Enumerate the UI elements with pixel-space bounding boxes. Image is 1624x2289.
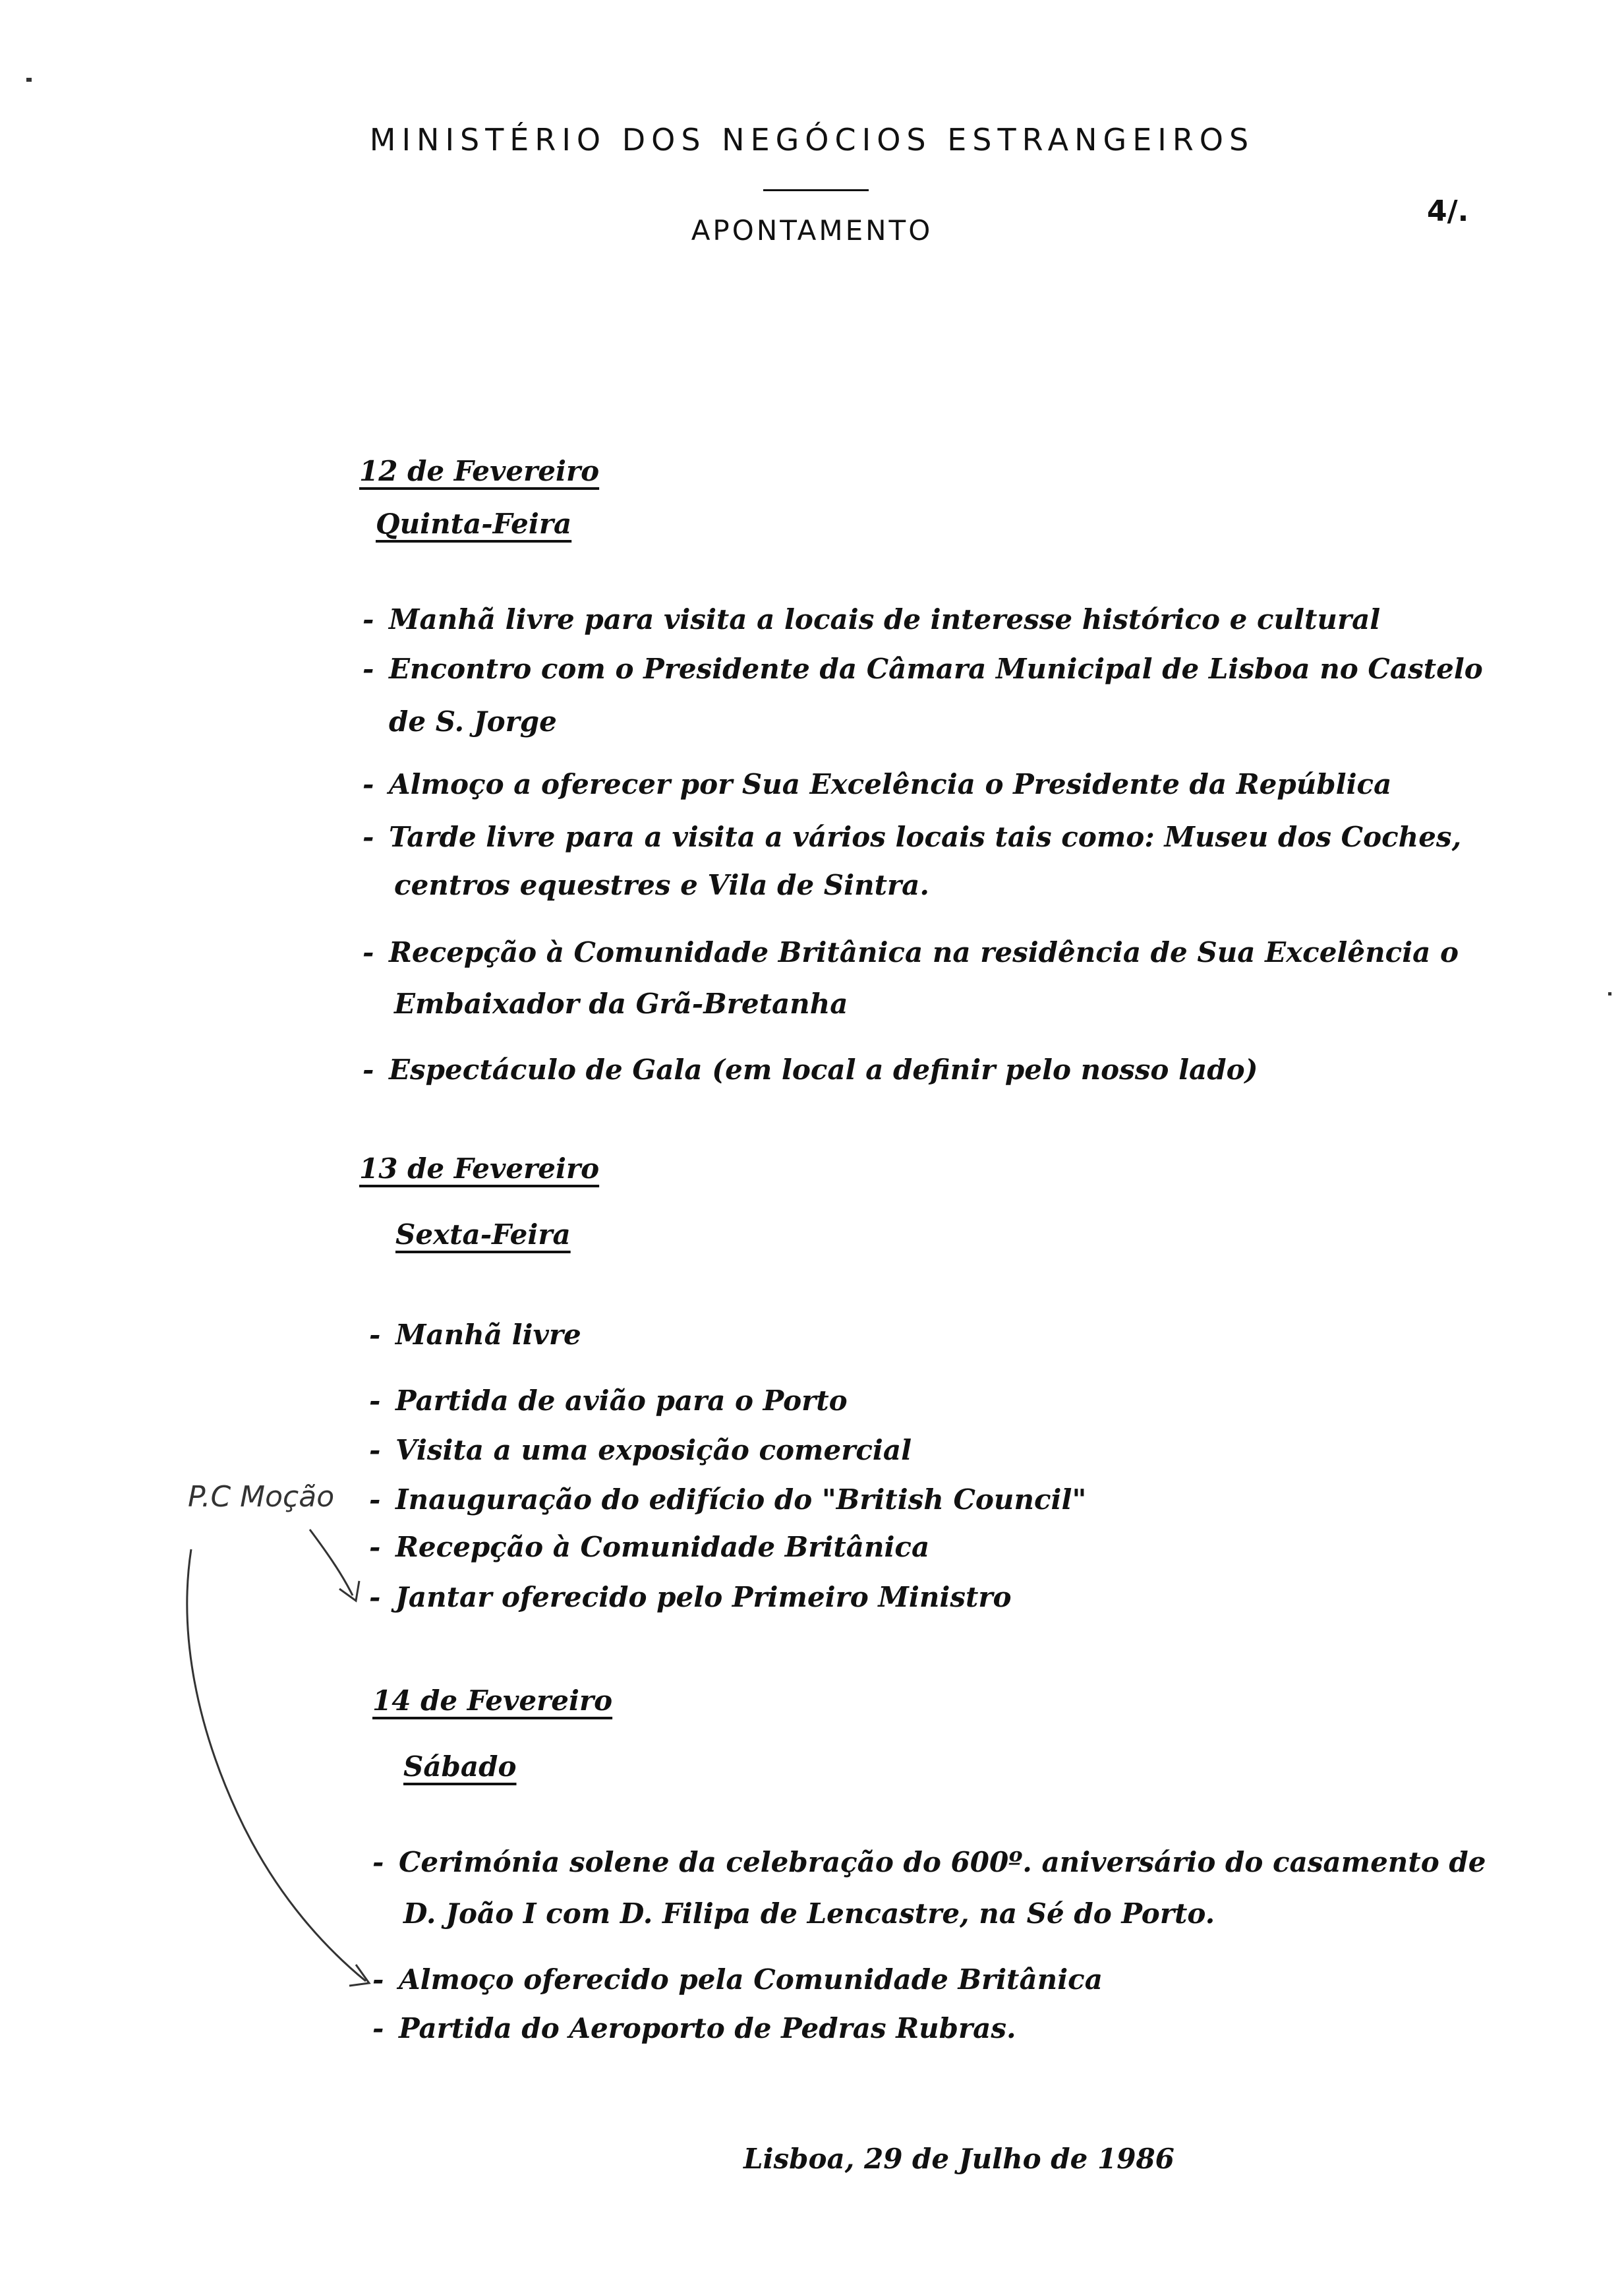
list-item-text: Tarde livre para a visita a vários locais tais como: Museu dos Coches, (389, 821, 1462, 853)
list-item-text: Visita a uma exposição comercial (395, 1434, 912, 1466)
page-number: 4/. (1427, 194, 1469, 228)
scan-speck (26, 78, 32, 82)
list-item: - Espectáculo de Gala (em local a definir pelo nosso lado) (362, 1054, 1258, 1086)
list-item: - Encontro com o Presidente da Câmara Municipal de Lisboa no Castelo (362, 653, 1483, 685)
list-item: - Inauguração do edifício do "British Council" (369, 1483, 1087, 1516)
list-item-text: Almoço a oferecer por Sua Excelência o Presidente da República (389, 768, 1392, 800)
list-item: - Tarde livre para a visita a vários locais tais como: Museu dos Coches, (362, 821, 1462, 853)
list-item-text: Jantar oferecido pelo Primeiro Ministro (395, 1581, 1012, 1613)
list-item: - Recepção à Comunidade Britânica (369, 1531, 930, 1563)
list-item: - Jantar oferecido pelo Primeiro Ministro (369, 1581, 1012, 1613)
list-item-continuation: D. João I com D. Filipa de Lencastre, na Sé do Porto. (403, 1897, 1215, 1930)
list-item-continuation: Embaixador da Grã-Bretanha (394, 988, 848, 1020)
list-item: - Almoço oferecido pela Comunidade Britânica (372, 1963, 1103, 1996)
list-item: - Cerimónia solene da celebração do 600º. aniversário do casamento de (372, 1846, 1486, 1878)
list-item-text: Partida do Aeroporto de Pedras Rubras. (399, 2012, 1016, 2044)
day-weekday: Sábado (403, 1750, 517, 1783)
list-item: - Almoço a oferecer por Sua Excelência o Presidente da República (362, 768, 1392, 800)
day-weekday: Sexta-Feira (395, 1218, 571, 1251)
scan-speck (1608, 992, 1611, 996)
list-item: - Manhã livre para visita a locais de interesse histórico e cultural (362, 603, 1381, 636)
list-item-text: Almoço oferecido pela Comunidade Britânica (399, 1963, 1103, 1996)
list-item: - Manhã livre (369, 1319, 581, 1351)
handwritten-note: P.C Moção (188, 1480, 335, 1514)
ministry-heading: MINISTÉRIO DOS NEGÓCIOS ESTRANGEIROS (369, 122, 1255, 158)
list-item: - Visita a uma exposição comercial (369, 1434, 912, 1466)
list-item-text: Partida de avião para o Porto (395, 1384, 848, 1417)
list-item-text: Manhã livre para visita a locais de interesse histórico e cultural (389, 603, 1381, 636)
list-item-text: Cerimónia solene da celebração do 600º. aniversário do casamento de (399, 1846, 1486, 1878)
list-item-text: Manhã livre (395, 1319, 581, 1351)
day-date: 14 de Fevereiro (372, 1684, 613, 1717)
place-date-line: Lisboa, 29 de Julho de 1986 (743, 2143, 1174, 2175)
document-type: APONTAMENTO (691, 214, 933, 247)
list-item-text: Espectáculo de Gala (em local a definir pelo nosso lado) (389, 1054, 1258, 1086)
day-weekday: Quinta-Feira (376, 508, 572, 540)
list-item-continuation: de S. Jorge (389, 705, 557, 738)
list-item-text: Inauguração do edifício do "British Council" (395, 1483, 1087, 1516)
list-item-text: Recepção à Comunidade Britânica na residência de Sua Excelência o (389, 936, 1459, 968)
list-item-text: Encontro com o Presidente da Câmara Municipal de Lisboa no Castelo (389, 653, 1483, 685)
list-item: - Partida de avião para o Porto (369, 1384, 848, 1417)
list-item: - Recepção à Comunidade Britânica na residência de Sua Excelência o (362, 936, 1459, 968)
list-item-text: Recepção à Comunidade Britânica (395, 1531, 930, 1563)
list-item-continuation: centros equestres e Vila de Sintra. (394, 869, 929, 901)
list-item: - Partida do Aeroporto de Pedras Rubras. (372, 2012, 1016, 2044)
day-date: 13 de Fevereiro (359, 1152, 600, 1185)
day-date: 12 de Fevereiro (359, 455, 600, 487)
